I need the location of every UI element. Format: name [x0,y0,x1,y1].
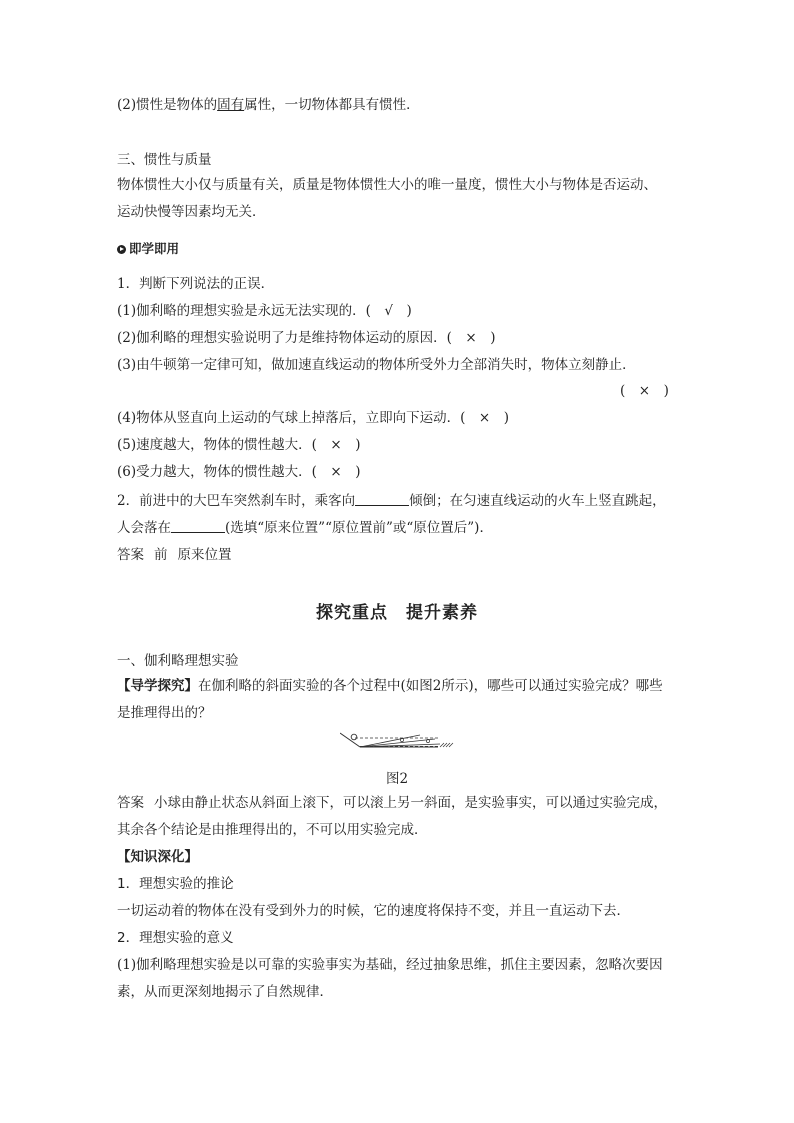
guide-line-1 [117,677,663,695]
guide-line-2: 是推理得出的？ [117,705,212,721]
subheading-galileo: 一、伽利略理想实验 [117,653,239,669]
statement-3: (3)由牛顿第一定律可知，做加速直线运动的物体所受外力全部消失时，物体立刻静止． [117,357,636,373]
answer-line [117,546,232,564]
deepen-label: 【知识深化】 [117,849,198,865]
text-segment: 属性，一切物体都具有惯性． [244,97,420,113]
left-incline [340,733,360,747]
answer-value: 原来位置 [177,547,232,563]
statement-4: (4)物体从竖直向上运动的气球上掉落后，立即向下运动．( × ) [117,410,509,426]
ball [351,734,357,740]
inertia-property-line [117,96,420,114]
answer-label: 答案 [117,795,144,811]
answer-blank[interactable] [355,492,409,506]
answer-label: 答案 [117,547,144,563]
question-2-line-2 [117,519,493,537]
play-bullet-icon [117,245,126,254]
answer-text: 小球由静止状态从斜面上滚下，可以滚上另一斜面，是实验事实，可以通过实验完成， [154,795,667,811]
text-segment: 人会落在 [117,520,171,536]
hatch-marks [440,743,453,747]
text-segment: (2)惯性是物体的 [117,97,218,113]
guide-label: 【导学探究】 [117,678,198,694]
answer-line [117,794,667,812]
inclined-plane-figure [340,730,456,760]
underlined-keyword: 固有 [217,97,245,113]
jixue-text: 即学即用 [129,241,180,256]
statement-5: (5)速度越大，物体的惯性越大．( × ) [117,437,361,453]
statement-3-mark: ( × ) [620,383,669,399]
knowledge-text-2b: 素，从而更深刻地揭示了自然规律． [117,984,333,1000]
jixue-label [117,240,179,258]
knowledge-text-1: 一切运动着的物体在没有受到外力的时候，它的速度将保持不变，并且一直运动下去． [117,903,630,919]
section-title: 探究重点 提升素养 [316,603,478,623]
heading-inertia-and-mass: 三、惯性与质量 [117,152,212,168]
answer-blank[interactable] [171,519,225,533]
text-segment: (选填“原来位置”“原位置前”或“原位置后”)． [225,520,493,536]
knowledge-item-2: 2．理想实验的意义 [117,930,234,946]
answer-line-2: 其余各个结论是由推理得出的，不可以用实验完成． [117,822,428,838]
text-segment: 2．前进中的大巴车突然刹车时，乘客向 [117,493,356,509]
figure-caption: 图2 [385,771,409,787]
guide-text: 在伽利略的斜面实验的各个过程中(如图2所示)，哪些可以通过实验完成？哪些 [198,678,663,694]
question-2-line-1 [117,492,666,510]
answer-value: 前 [154,547,168,563]
knowledge-text-2: (1)伽利略理想实验是以可靠的实验事实为基础，经过抽象思维，抓住主要因素，忽略次要因 [117,957,663,973]
question-1: 1．判断下列说法的正误． [117,276,275,292]
statement-6: (6)受力越大，物体的惯性越大．( × ) [117,464,361,480]
text-segment: 倾倒；在匀速直线运动的火车上竖直跳起， [409,493,666,509]
paragraph-line: 物体惯性大小仅与质量有关，质量是物体惯性大小的唯一量度，惯性大小与物体是否运动、 [117,177,657,193]
statement-1: (1)伽利略的理想实验是永远无法实现的．( √ ) [117,303,412,319]
paragraph-line: 运动快慢等因素均无关． [117,204,266,220]
statement-2: (2)伽利略的理想实验说明了力是维持物体运动的原因．( × ) [117,330,496,346]
knowledge-item-1: 1．理想实验的推论 [117,876,234,892]
